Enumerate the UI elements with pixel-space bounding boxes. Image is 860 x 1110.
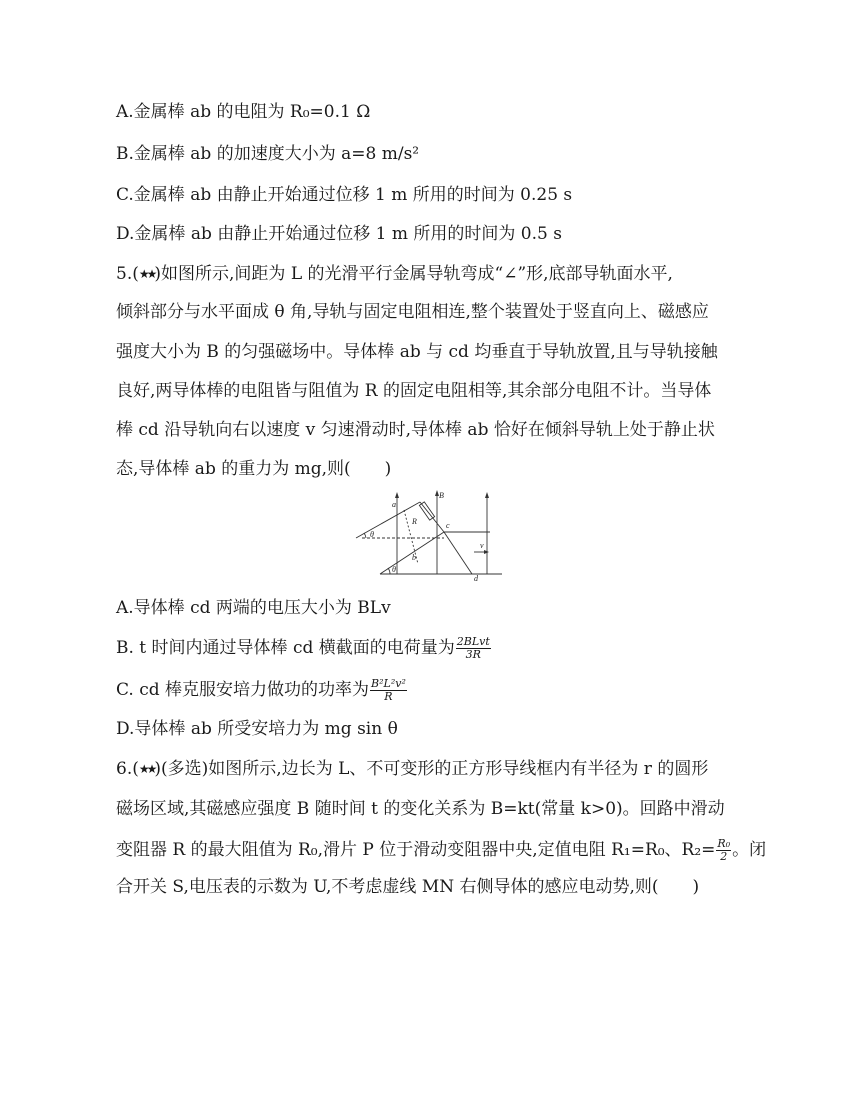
fraction-denominator: 2 — [720, 850, 728, 863]
q6-line-4: 合开关 S,电压表的示数为 U,不考虑虚线 MN 右侧导体的感应电动势,则( ) — [116, 877, 700, 897]
q5-option-b — [116, 636, 492, 661]
q6-text-3: 变阻器 R 的最大阻值为 R₀,滑片 P 位于滑动变阻器中央,定值电阻 R₁=R₀、R₂= — [116, 840, 716, 860]
q6-text-3b: 。闭 — [732, 840, 767, 860]
q6-fraction — [716, 838, 731, 863]
q5-text-1: 如图所示,间距为 L 的光滑平行金属导轨弯成“∠”形,底部导轨面水平, — [161, 264, 673, 284]
q6-number: 6. — [116, 759, 133, 779]
fraction-numerator: 2BLvt — [456, 635, 490, 648]
fraction-denominator: 3R — [465, 648, 481, 661]
q5-line-1: 5.(★★)如图所示,间距为 L 的光滑平行金属导轨弯成“∠”形,底部导轨面水平, — [116, 264, 673, 284]
label-theta-lower: θ — [392, 565, 396, 574]
difficulty-stars-icon: ★★ — [138, 762, 155, 776]
option-b-prev: B.金属棒 ab 的加速度大小为 a=8 m/s² — [116, 144, 420, 164]
q5-option-c — [116, 678, 408, 703]
fraction-numerator: R₀ — [717, 837, 731, 850]
q5-option-d: D.导体棒 ab 所受安培力为 mg sin θ — [116, 719, 398, 739]
rails-diagram — [352, 490, 507, 582]
label-theta-upper: θ — [370, 530, 374, 539]
q5-line-2: 倾斜部分与水平面成 θ 角,导轨与固定电阻相连,整个装置处于竖直向上、磁感应 — [116, 302, 709, 322]
q5-line-5: 棒 cd 沿导轨向右以速度 v 匀速滑动时,导体棒 ab 恰好在倾斜导轨上处于静止状 — [116, 420, 715, 440]
difficulty-stars-icon: ★★ — [138, 267, 155, 281]
label-b: b — [412, 553, 416, 562]
q5-line-6: 态,导体棒 ab 的重力为 mg,则( ) — [116, 459, 392, 479]
label-a: a — [392, 500, 396, 509]
q6-line-1: 6.(★★)(多选)如图所示,边长为 L、不可变形的正方形导线框内有半径为 r 的圆形 — [116, 759, 709, 779]
q5-option-b-text: B. t 时间内通过导体棒 cd 横截面的电荷量为 — [116, 638, 455, 658]
option-c-prev: C.金属棒 ab 由静止开始通过位移 1 m 所用的时间为 0.25 s — [116, 185, 573, 205]
q5-option-b-fraction — [456, 636, 491, 661]
fraction-denominator: R — [384, 690, 393, 703]
q6-text-1: (多选)如图所示,边长为 L、不可变形的正方形导线框内有半径为 r 的圆形 — [161, 759, 709, 779]
q6-line-2: 磁场区域,其磁感应强度 B 随时间 t 的变化关系为 B=kt(常量 k>0)。回路中滑动 — [116, 799, 725, 819]
label-d: d — [474, 574, 478, 582]
label-b-field: B — [439, 491, 444, 500]
q5-option-c-fraction — [370, 678, 407, 703]
q5-number: 5. — [116, 264, 133, 284]
q5-line-3: 强度大小为 B 的匀强磁场中。导体棒 ab 与 cd 均垂直于导轨放置,且与导轨接触 — [116, 342, 718, 362]
q5-line-4: 良好,两导体棒的电阻皆与阻值为 R 的固定电阻相等,其余部分电阻不计。当导体 — [116, 381, 712, 401]
label-c: c — [446, 521, 450, 530]
q5-option-a: A.导体棒 cd 两端的电压大小为 BLv — [116, 598, 391, 618]
label-r: R — [412, 517, 417, 526]
option-a-prev: A.金属棒 ab 的电阻为 R₀=0.1 Ω — [116, 102, 371, 122]
q5-option-c-text: C. cd 棒克服安培力做功的功率为 — [116, 680, 370, 700]
fraction-numerator: B²L²v² — [371, 677, 406, 690]
option-d-prev: D.金属棒 ab 由静止开始通过位移 1 m 所用的时间为 0.5 s — [116, 224, 562, 244]
label-v: v — [480, 541, 484, 550]
q6-line-3 — [116, 838, 766, 863]
